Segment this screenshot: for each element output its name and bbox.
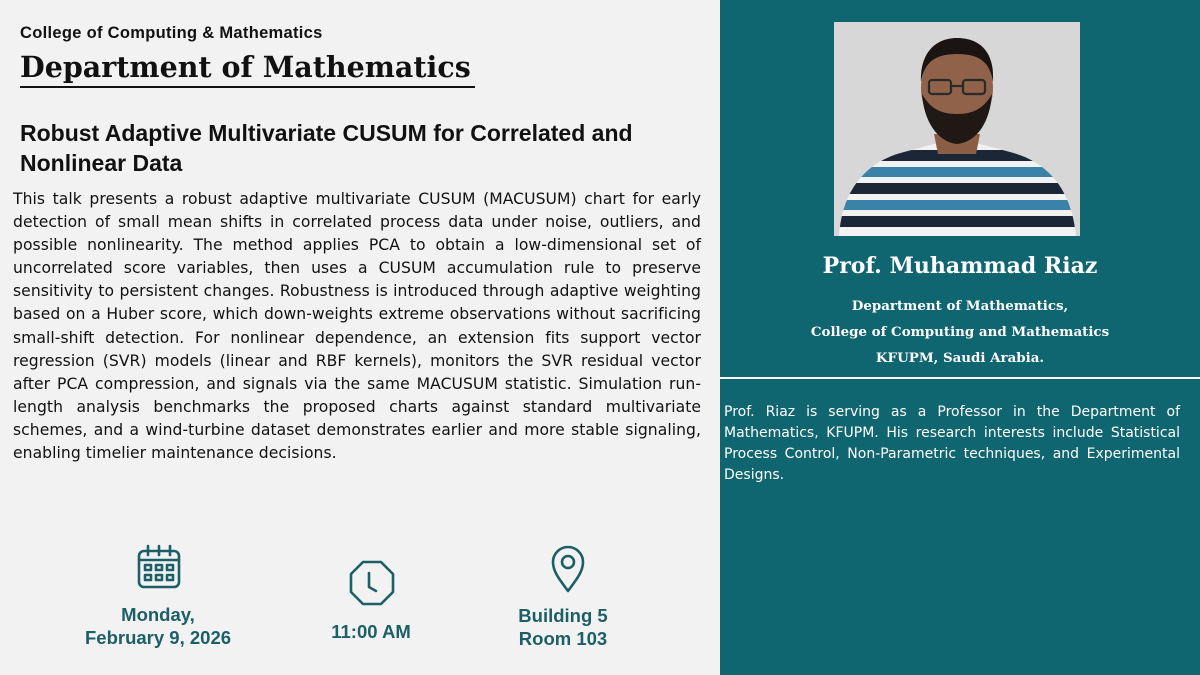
clock-icon xyxy=(349,560,395,606)
event-date-weekday: Monday, xyxy=(121,604,195,625)
calendar-icon xyxy=(136,543,182,591)
talk-abstract: This talk presents a robust adaptive multivariate CUSUM (MACUSUM) chart for early detection of small mean shifts in correlated process data under noise, outliers, and possible nonlinearity. The method applies PCA to obtain a low-dimensional set of uncorrelated score variables, then uses a CUSUM accumulation rule to preserve sensitivity to persistent changes. Robustness is introduced through adaptive weighting based on a Huber score, which down-weights extreme observations without sacrificing small-shift detection. For nonlinear dependence, an extension fits support vector regression (SVR) models (linear and RBF kernels), monitors the SVR residual vector after PCA compression, and signals via the same MACUSUM statistic. Simulation run-length analysis benchmarks the proposed charts against standard multivariate schemes, and a wind-turbine dataset demonstrates earlier and more stable signaling, enabling timelier maintenance decisions. xyxy=(13,190,701,463)
talk-title: Robust Adaptive Multivariate CUSUM for Correlated and Nonlinear Data xyxy=(20,120,633,176)
speaker-name: Prof. Muhammad Riaz xyxy=(822,253,1098,279)
event-date xyxy=(58,603,258,649)
speaker-affiliation-line2: College of Computing and Mathematics xyxy=(810,324,1110,340)
speaker-bio: Prof. Riaz is serving as a Professor in the Department of Mathematics, KFUPM. His research interests include Statistical Process Control, Non-Parametric techniques, and Experimental Designs. xyxy=(724,404,1180,483)
college-name: College of Computing & Mathematics xyxy=(20,24,323,42)
event-date-full: February 9, 2026 xyxy=(84,627,232,648)
speaker-affiliation-line1: Department of Mathematics, xyxy=(851,298,1069,314)
section-divider xyxy=(720,377,1200,379)
event-building: Building 5 xyxy=(518,605,608,626)
location-pin-icon xyxy=(550,545,586,593)
event-location xyxy=(488,604,638,650)
speaker-photo xyxy=(834,22,1080,236)
event-time: 11:00 AM xyxy=(331,621,411,642)
department-title: Department of Mathematics xyxy=(20,48,475,88)
speaker-affiliation-line3: KFUPM, Saudi Arabia. xyxy=(875,350,1045,366)
event-room: Room 103 xyxy=(518,628,608,649)
